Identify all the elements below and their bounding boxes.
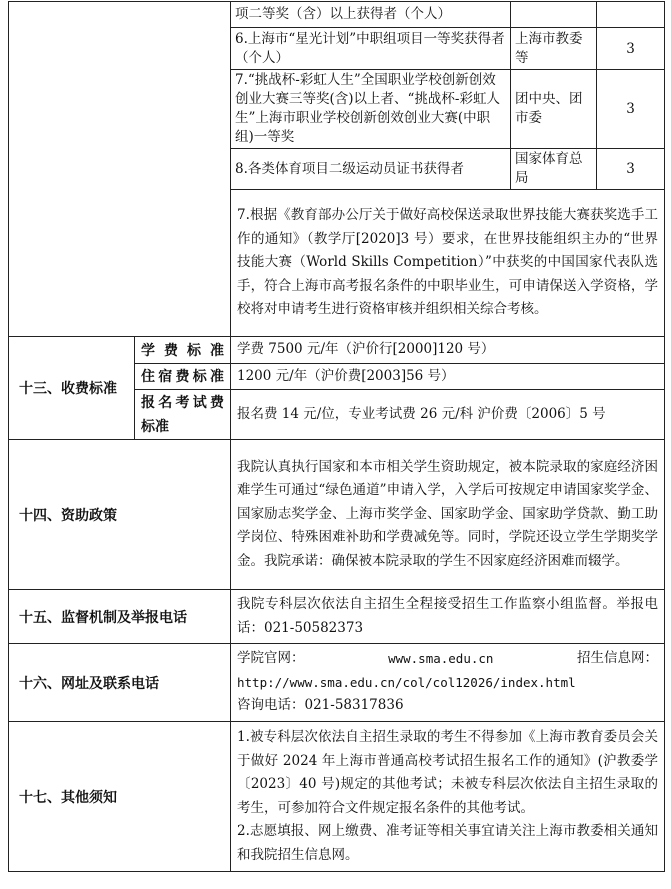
award-score bbox=[597, 2, 665, 28]
contact-row bbox=[9, 644, 665, 722]
note-item: 2.志愿填报、网上缴费、准考证等相关事宜请关注上海市教委相关通知和我院招生信息网。 bbox=[237, 823, 658, 863]
section-label-fees: 十三、收费标准 bbox=[9, 337, 135, 440]
section-label-contact: 十六、网址及联系电话 bbox=[9, 644, 231, 722]
world-skills-note: 7.根据《教育部办公厅关于做好高校保送录取世界技能大赛获奖选手工作的通知》（教学厅[2020]3 号）要求，在世界技能组织主办的“世界技能大赛（World Skills Competition）”中获奖的中国国家代表队选手，符合上海市高考报名条件的中职毕业生，可申请保送入学资格，学校将对申请考生进行资格审核并组织相关综合考核。 bbox=[231, 190, 665, 337]
fee-value: 报名费 14 元/位，专业考试费 26 元/科 沪价费〔2006〕5 号 bbox=[231, 390, 665, 440]
aid-row bbox=[9, 440, 665, 590]
contact-cell bbox=[231, 644, 665, 722]
award-text: 8.各类体育项目二级运动员证书获得者 bbox=[231, 149, 511, 190]
notes-row bbox=[9, 722, 665, 872]
blank-left-cell bbox=[9, 2, 231, 337]
award-text: 6.上海市“星光计划”中职组项目一等奖获得者（个人） bbox=[231, 28, 511, 70]
award-org: 团中央、团市委 bbox=[511, 70, 597, 149]
aid-text: 我院认真执行国家和本市相关学生资助规定，被本院录取的家庭经济困难学生可通过“绿色通道”申请入学，入学后可按规定申请国家奖学金、国家励志奖学金、上海市奖学金、国家助学金、国家助学贷款、勤工助学岗位、特殊困难补助和学费减免等。同时，学院还设立学生学期奖学金。我院承诺：确保被本院录取的学生不因家庭经济困难而辍学。 bbox=[231, 440, 665, 590]
site-line bbox=[237, 647, 658, 671]
section-label-aid: 十四、资助政策 bbox=[9, 440, 231, 590]
fee-name: 报名考试费标准 bbox=[135, 390, 231, 440]
admissions-table bbox=[8, 1, 665, 872]
award-text: 7.“挑战杯-彩虹人生”全国职业学校创新创效创业大赛三等奖(含)以上者、“挑战杯-彩虹人生”上海市职业学校创新创效创业大赛(中职组)一等奖 bbox=[231, 70, 511, 149]
fee-row bbox=[9, 337, 665, 364]
site-link[interactable]: www.sma.edu.cn bbox=[388, 651, 494, 667]
award-text: 项二等奖（含）以上获得者（个人） bbox=[231, 2, 511, 28]
award-score: 3 bbox=[597, 149, 665, 190]
award-row bbox=[9, 2, 665, 28]
section-label-notes: 十七、其他须知 bbox=[9, 722, 231, 872]
supervision-text: 我院专科层次依法自主招生全程接受招生工作监察小组监督。举报电话：021-50582373 bbox=[231, 590, 665, 644]
section-label-supervision: 十五、监督机制及举报电话 bbox=[9, 590, 231, 644]
award-org: 国家体育总局 bbox=[511, 149, 597, 190]
award-score: 3 bbox=[597, 70, 665, 149]
supervision-row bbox=[9, 590, 665, 644]
fee-value: 1200 元/年（沪价费[2003]56 号） bbox=[231, 363, 665, 390]
notes-cell bbox=[231, 722, 665, 872]
award-org: 上海市教委等 bbox=[511, 28, 597, 70]
award-score: 3 bbox=[597, 28, 665, 70]
site-label: 学院官网： bbox=[237, 650, 305, 667]
fee-name: 住宿费标准 bbox=[135, 363, 231, 390]
admission-link[interactable]: http://www.sma.edu.cn/col/col12026/index.html bbox=[237, 674, 576, 690]
fee-value: 学费 7500 元/年（沪价行[2000]120 号） bbox=[231, 337, 665, 364]
fee-name: 学费标准 bbox=[135, 337, 231, 364]
note-item: 1.被专科层次依法自主招生录取的考生不得参加《上海市教育委员会关于做好 2024 年上海市普通高校考试招生报名工作的通知》(沪教委学〔2023〕40 号)规定的其他考试；未被专科层次依法自主招生录取的考生，可参加符合文件规定报名条件的其他考试。 bbox=[237, 728, 658, 816]
award-org bbox=[511, 2, 597, 28]
contact-phone: 咨询电话：021-58317836 bbox=[237, 697, 404, 714]
admission-label: 招生信息网： bbox=[576, 650, 658, 667]
